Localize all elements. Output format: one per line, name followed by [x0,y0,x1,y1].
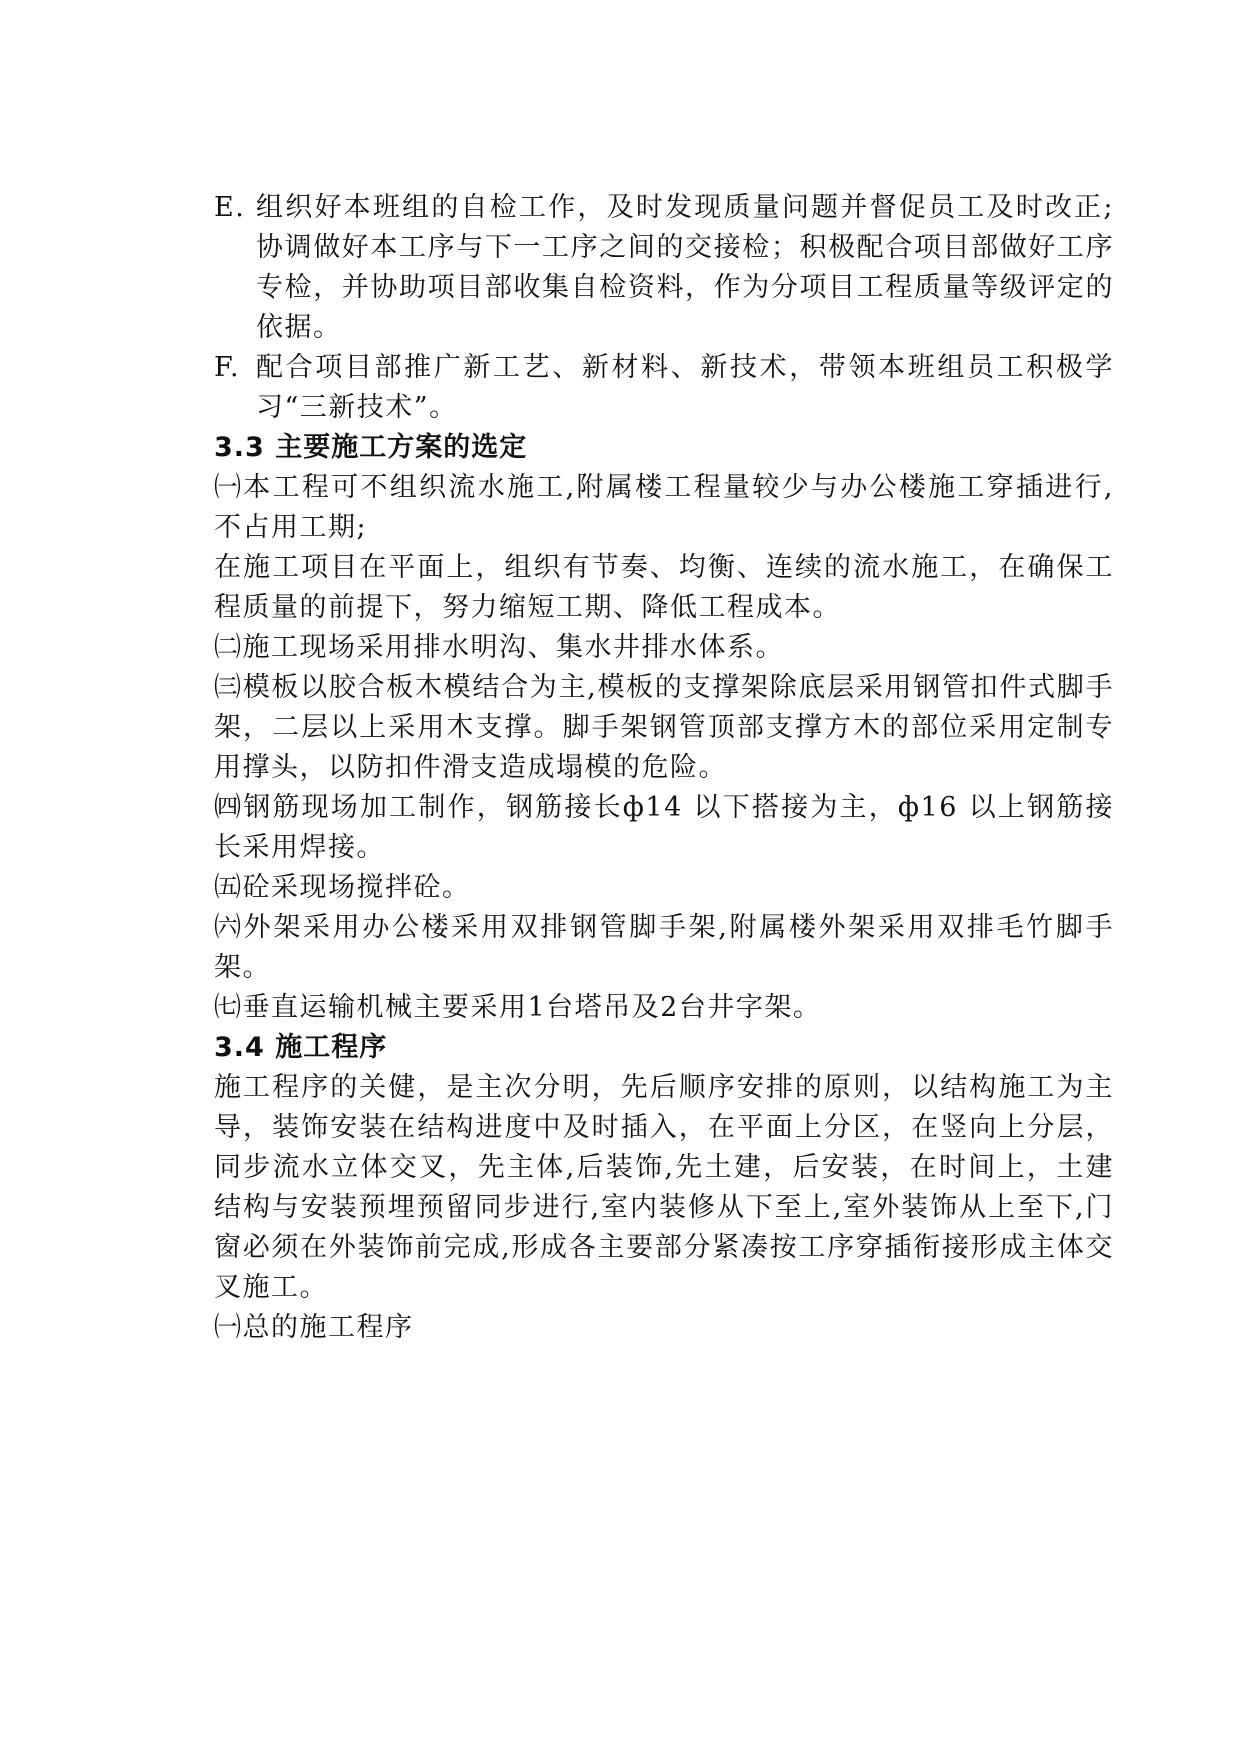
paragraph: 施工程序的关健，是主次分明，先后顺序安排的原则，以结构施工为主导，装饰安装在结构进度中及时插入，在平面上分区，在竖向上分层，同步流水立体交叉，先主体,后装饰,先土建，后安装，在时间上，土建结构与安装预埋预留同步进行,室内装修从下至上,室外装饰从上至下,门窗必须在外装饰前完成,形成各主要部分紧凑按工序穿插衔接形成主体交叉施工。 [214,1072,1114,1303]
list-marker: F. [214,352,241,383]
paragraph: 在施工项目在平面上，组织有节奏、均衡、连续的流水施工，在确保工程质量的前提下，努力缩短工期、降低工程成本。 [214,552,1114,623]
paragraph: ㈦垂直运输机械主要采用1台塔吊及2台井字架。 [214,992,822,1023]
list-item-e [214,188,1114,348]
paragraph: ㈤砼采现场搅拌砼。 [214,872,471,903]
section-heading-3-3: 3.3 主要施工方案的选定 [214,432,528,463]
list-item-text: 配合项目部推广新工艺、新材料、新技术，带领本班组员工积极学习“三新技术”。 [256,352,1114,423]
paragraph: ㈢模板以胶合板木模结合为主,模板的支撑架除底层采用钢管扣件式脚手架，二层以上采用木支撑。脚手架钢管顶部支撑方木的部位采用定制专用撑头，以防扣件滑支造成塌模的危险。 [214,672,1114,783]
list-item-f [214,348,1114,428]
paragraph: ㈣钢筋现场加工制作，钢筋接长ф14 以下搭接为主，ф16 以上钢筋接长采用焊接。 [214,792,1114,863]
list-marker: E. [214,192,246,223]
list-item-text: 组织好本班组的自检工作，及时发现质量问题并督促员工及时改正;协调做好本工序与下一工序之间的交接检；积极配合项目部做好工序专检，并协助项目部收集自检资料，作为分项目工程质量等级评定的依据。 [256,192,1114,343]
paragraph: ㈡施工现场采用排水明沟、集水井排水体系。 [214,632,784,663]
paragraph: ㈠总的施工程序 [214,1312,414,1343]
document-body [214,188,1114,1348]
paragraph: ㈠本工程可不组织流水施工,附属楼工程量较少与办公楼施工穿插进行,不占用工期; [214,472,1114,543]
paragraph: ㈥外架采用办公楼采用双排钢管脚手架,附属楼外架采用双排毛竹脚手架。 [214,912,1114,983]
section-heading-3-4: 3.4 施工程序 [214,1032,388,1063]
